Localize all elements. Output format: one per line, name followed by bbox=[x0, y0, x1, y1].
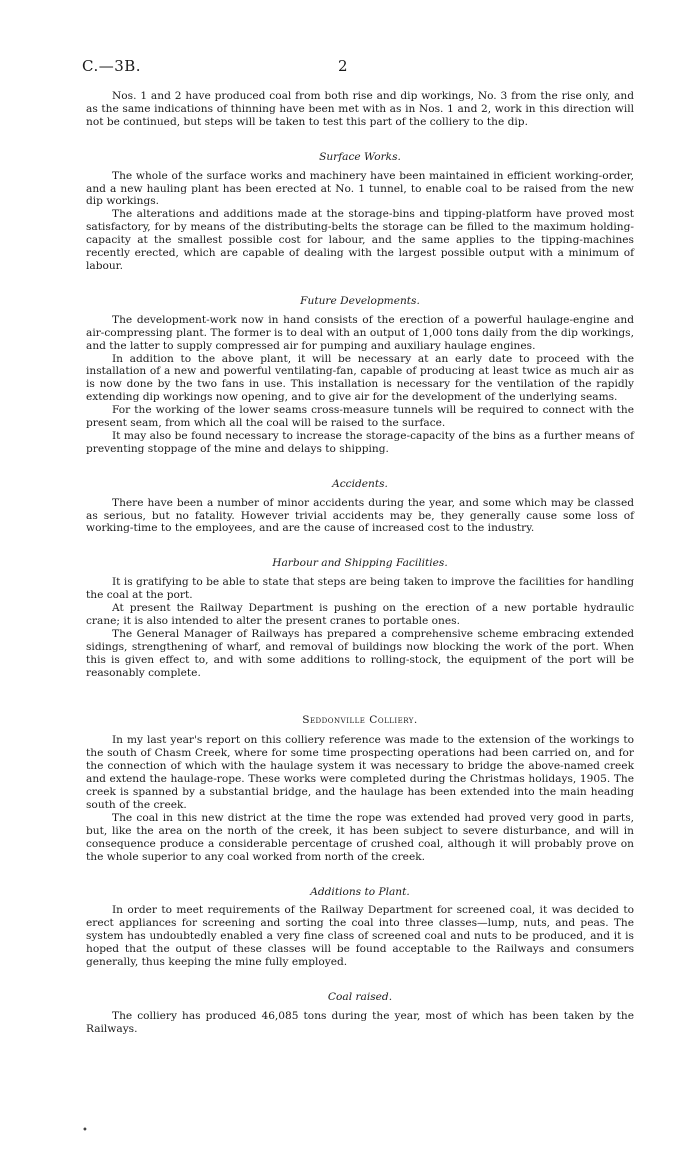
page-number: 2 bbox=[338, 57, 348, 75]
paragraph: It may also be found necessary to increase the storage-capacity of the bins as a further means of preventing stoppage of the mine and delays to shipping. bbox=[86, 429, 634, 455]
section-heading-seddonville-colliery: Seddonville Colliery. bbox=[302, 713, 418, 726]
paragraph: At present the Railway Department is pushing on the erection of a new portable hydraulic crane; it is also intended to alter the present cranes to portable ones. bbox=[86, 602, 634, 627]
printer-mark: • bbox=[82, 1125, 88, 1136]
paragraph: There have been a number of minor accidents during the year, and some which may be classed as serious, but no fatality. However trivial accidents may be, they generally cause some loss of working-time to the employees, and are the cause of increased cost to the industry. bbox=[86, 496, 634, 535]
section-heading-future-developments: Future Developments. bbox=[300, 294, 420, 307]
section-heading-coal-raised: Coal raised. bbox=[327, 990, 393, 1003]
paragraph: The development-work now in hand consists of the erection of a powerful haulage-engine and air-compressing plant. The former is to deal with an output of 1,000 tons daily from the dip workings, and the latter to supply compressed air for pumping and auxiliary haulage engines. bbox=[86, 313, 634, 352]
paragraph: The General Manager of Railways has prepared a comprehensive scheme embracing extended sidings, strengthening of wharf, and removal of buildings now blocking the work of the port. When this is given effect to, and with some additions to rolling-stock, the equipment of the port will be reasonably complete. bbox=[86, 627, 634, 679]
paragraph: It is gratifying to be able to state that steps are being taken to improve the facilities for handling the coal at the port. bbox=[86, 576, 634, 602]
section-heading-harbour-shipping: Harbour and Shipping Facilities. bbox=[272, 557, 448, 570]
section-heading-accidents: Accidents. bbox=[332, 477, 388, 490]
paragraph: In addition to the above plant, it will be necessary at an early date to proceed with the installation of a new and powerful ventilating-fan, capable of producing at least twice as much air as is now done by the two fans in use. This installation is necessary for the ventilation of the rapidly extending dip workings now opening, and to give air for the development of the underlying seams. bbox=[86, 352, 634, 404]
paragraph: For the working of the lower seams cross-measure tunnels will be required to connect with the present seam, from which all the coal will be raised to the surface. bbox=[86, 404, 634, 430]
page-header bbox=[82, 57, 642, 77]
paragraph: In my last year's report on this colliery reference was made to the extension of the workings to the south of Chasm Creek, where for some time prospecting operations had been carried on, and for the connection of which with the haulage system it was necessary to bridge the above-named creek and extend the haulage-rope. These works were completed during the Christmas holidays, 1905. The creek is spanned by a substantial bridge, and the haulage has been extended into the main heading south of the creek. bbox=[86, 734, 634, 811]
paragraph: The whole of the surface works and machinery have been maintained in efficient working-order, and a new hauling plant has been erected at No. 1 tunnel, to enable coal to be raised from the new dip workings. bbox=[86, 169, 634, 208]
document-body bbox=[86, 90, 634, 1036]
paragraph: The coal in this new district at the time the rope was extended had proved very good in parts, but, like the area on the north of the creek, it has been subject to severe disturbance, and will in consequence produce a considerable percentage of crushed coal, although it will probably prove on the whole superior to any coal worked from north of the creek. bbox=[86, 811, 634, 863]
paragraph: The alterations and additions made at the storage-bins and tipping-platform have proved most satisfactory, for by means of the distributing-belts the storage can be filled to the maximum holding-capacity at the smallest possible cost for labour, and the same applies to the tipping-machines recently erected, which are capable of dealing with the largest possible output with a minimum of labour. bbox=[86, 208, 634, 272]
paragraph: In order to meet requirements of the Railway Department for screened coal, it was decided to erect appliances for screening and sorting the coal into three classes—lump, nuts, and peas. The system has undoubtedly enabled a very fine class of screened coal and nuts to be produced, and it is hoped that the output of these classes will be found acceptable to the Railways and consumers generally, thus keeping the mine fully employed. bbox=[86, 904, 634, 969]
section-heading-surface-works: Surface Works. bbox=[319, 150, 401, 163]
section-heading-additions-to-plant: Additions to Plant. bbox=[310, 885, 410, 898]
paragraph: Nos. 1 and 2 have produced coal from both rise and dip workings, No. 3 from the rise only, and as the same indications of thinning have been met with as in Nos. 1 and 2, work in this direction will not be continued, but steps will be taken to test this part of the colliery to the dip. bbox=[86, 90, 634, 128]
paragraph: The colliery has produced 46,085 tons during the year, most of which has been taken by the Railways. bbox=[86, 1009, 634, 1035]
document-reference: C.—3B. bbox=[82, 57, 142, 75]
